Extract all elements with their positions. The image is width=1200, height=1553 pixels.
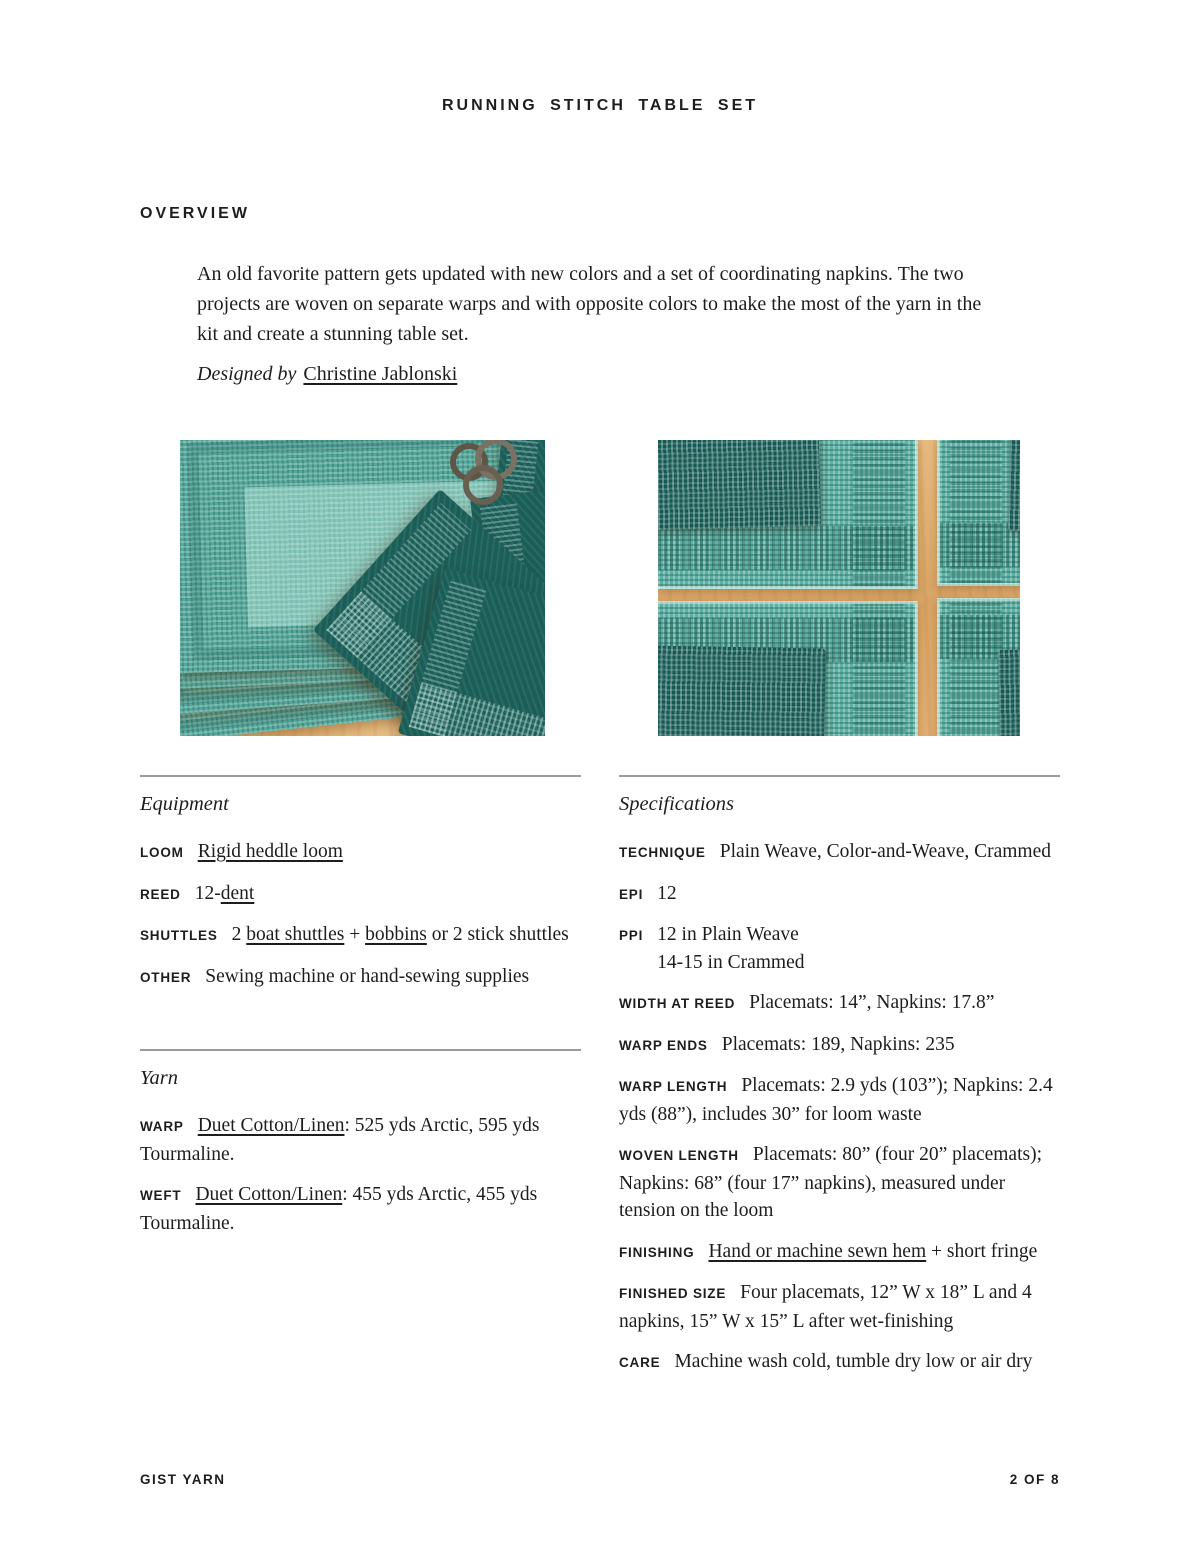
spec-label: LOOM [140,845,184,860]
spec-value: Hand or machine sewn hem + short fringe [708,1240,1038,1262]
yarn-list [140,1112,581,1237]
spec-label: SHUTTLES [140,928,218,943]
placemat-corner [658,601,918,736]
spec-value: Sewing machine or hand-sewing supplies [205,965,530,987]
spec-row-reed [140,880,581,909]
footer-brand: GIST YARN [140,1472,226,1487]
inline-link[interactable]: boat shuttles [246,924,345,945]
spec-value [198,841,343,862]
spec-label: FINISHED SIZE [619,1286,727,1301]
overview-paragraph: An old favorite pattern gets updated with new colors and a set of coordinating napkins. The two projects are woven on separate warps and with opposite colors to make the most of the yarn in the kit and create a stunning table set. [197,263,982,345]
spec-row-finished-size [619,1279,1060,1335]
spec-label: FINISHING [619,1244,695,1260]
spec-label: WIDTH AT REED [619,996,736,1011]
spec-value: Duet Cotton/Linen: 525 yds Arctic, 595 yds Tourmaline. [140,1115,540,1165]
spec-row-width-at-reed [619,989,1060,1018]
column-specifications [619,775,1060,1377]
spec-label: WARP ENDS [619,1037,708,1053]
spec-value: Placemats: 2.9 yds (103”); Napkins: 2.4 yds (88”), includes 30” for loom waste [619,1075,1053,1125]
spec-label: WARP LENGTH [619,1079,728,1094]
spec-value: Plain Weave, Color-and-Weave, Crammed [719,841,1052,862]
inline-link[interactable]: bobbins [365,924,427,945]
photo-row [140,424,1060,752]
section-divider [140,775,581,777]
inline-link[interactable]: Duet Cotton/Linen [197,1115,345,1136]
section-divider [619,775,1060,777]
spec-label: OTHER [140,969,192,985]
specifications-list [619,838,1060,1377]
spec-value: 12 [657,882,677,904]
page-footer [140,1472,1060,1487]
spec-value: Placemats: 14”, Napkins: 17.8” [749,992,995,1013]
spec-value: Placemats: 80” (four 20” placemats); Napkins: 68” (four 17” napkins), measured under tension on the loom [619,1144,1042,1221]
placemat-corner [937,598,1020,736]
spec-label: WOVEN LENGTH [619,1148,739,1163]
napkin-corner [998,648,1020,736]
spec-row-weft [140,1181,581,1237]
spec-row-woven-length [619,1141,1060,1225]
designed-by-prefix: Designed by [197,363,297,385]
spec-label: REED [140,886,181,902]
spec-row-epi [619,880,1060,909]
spec-row-shuttles [140,921,581,950]
napkin-rings [450,440,520,500]
napkin-corner [1007,440,1020,533]
spec-label: CARE [619,1355,661,1370]
napkin-ring [463,465,503,505]
equipment-list [140,838,581,991]
spec-label: WARP [140,1119,184,1134]
napkin-corner [658,645,826,736]
yarn-section [140,1049,581,1237]
column-equipment-yarn [140,775,581,1377]
spec-value: 12-dent [194,882,255,904]
spec-row-care [619,1348,1060,1377]
spec-columns [140,775,1060,1377]
spec-value: Four placemats, 12” W x 18” L and 4 napkins, 15” W x 15” L after wet-finishing [619,1282,1032,1332]
spec-label: EPI [619,886,644,902]
spec-row-warp [140,1112,581,1168]
page-content [140,205,1060,1377]
placemat-corner [658,440,918,589]
spec-row-warp-length [619,1072,1060,1128]
spec-row-finishing [619,1238,1060,1267]
spec-value: Duet Cotton/Linen: 455 yds Arctic, 455 yds Tourmaline. [140,1184,538,1234]
designed-by-line [197,359,1060,389]
napkin-corner [658,440,821,530]
designer-link[interactable]: Christine Jablonski [303,363,458,385]
placemat-corner [937,440,1020,586]
yarn-heading: Yarn [140,1067,178,1089]
specifications-heading: Specifications [619,793,735,815]
spec-value: Placemats: 189, Napkins: 235 [721,1033,955,1055]
spec-label: PPI [619,928,644,943]
spec-row-technique [619,838,1060,867]
spec-label: WEFT [140,1188,182,1203]
section-divider [140,1049,581,1051]
page-number: 2 OF 8 [1009,1472,1060,1487]
equipment-heading: Equipment [140,793,229,815]
spec-value: Machine wash cold, tumble dry low or air dry [674,1351,1033,1372]
overview-heading: OVERVIEW [140,205,250,222]
spec-value: 12 in Plain Weave 14-15 in Crammed [657,924,805,973]
spec-value: 2 boat shuttles + bobbins or 2 stick shuttles [231,924,569,945]
inline-link[interactable]: Rigid heddle loom [197,841,343,862]
document-title: RUNNING STITCH TABLE SET [441,97,759,114]
spec-label: TECHNIQUE [619,845,706,860]
spec-row-other [140,963,581,992]
photo-placemats-stack [180,440,545,736]
spec-row-ppi [619,921,1060,976]
spec-row-warp-ends [619,1031,1060,1060]
inline-link[interactable]: dent [220,882,255,904]
inline-link[interactable]: Hand or machine sewn hem [708,1240,927,1262]
photo-placemat-grid [658,440,1020,736]
inline-link[interactable]: Duet Cotton/Linen [195,1184,343,1205]
spec-row-loom [140,838,581,867]
